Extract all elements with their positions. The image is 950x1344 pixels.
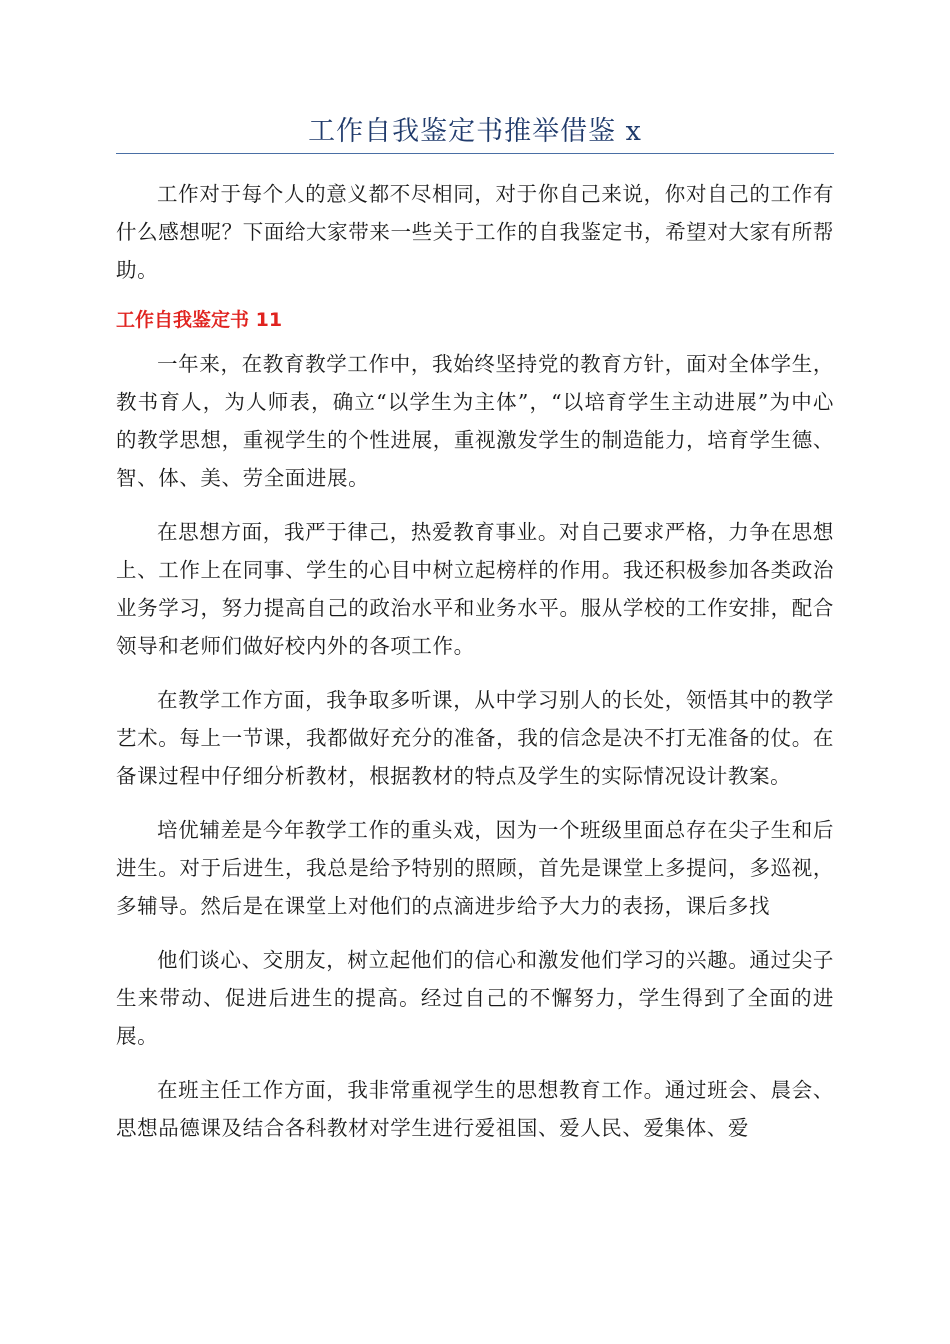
document-body <box>116 175 834 1163</box>
document-title: 工作自我鉴定书推举借鉴 x <box>308 116 642 147</box>
body-paragraph-5: 他们谈心、交朋友，树立起他们的信心和激发他们学习的兴趣。通过尖子生来带动、促进后进生的提高。经过自己的不懈努力，学生得到了全面的进展。 <box>116 948 834 1048</box>
body-paragraph-6: 在班主任工作方面，我非常重视学生的思想教育工作。通过班会、晨会、思想品德课及结合各科教材对学生进行爱祖国、爱人民、爱集体、爱 <box>116 1078 834 1140</box>
body-paragraph-3: 在教学工作方面，我争取多听课，从中学习别人的长处，领悟其中的教学艺术。每上一节课，我都做好充分的准备，我的信念是决不打无准备的仗。在备课过程中仔细分析教材，根据教材的特点及学生的实际情况设计教案。 <box>116 688 834 788</box>
body-paragraph-4: 培优辅差是今年教学工作的重头戏，因为一个班级里面总存在尖子生和后进生。对于后进生，我总是给予特别的照顾，首先是课堂上多提问，多巡视，多辅导。然后是在课堂上对他们的点滴进步给予大力的表扬，课后多找 <box>116 818 834 918</box>
body-paragraph-1: 一年来，在教育教学工作中，我始终坚持党的教育方针，面对全体学生，教书育人，为人师表，确立“以学生为主体”，“以培育学生主动进展”为中心的教学思想，重视学生的个性进展，重视激发学生的制造能力，培育学生德、智、体、美、劳全面进展。 <box>116 352 834 490</box>
body-paragraph-2: 在思想方面，我严于律己，热爱教育事业。对自己要求严格，力争在思想上、工作上在同事、学生的心目中树立起榜样的作用。我还积极参加各类政治业务学习，努力提高自己的政治水平和业务水平。服从学校的工作安排，配合领导和老师们做好校内外的各项工作。 <box>116 520 834 658</box>
section-heading: 工作自我鉴定书 11 <box>116 309 283 331</box>
intro-paragraph: 工作对于每个人的意义都不尽相同，对于你自己来说，你对自己的工作有什么感想呢？下面给大家带来一些关于工作的自我鉴定书，希望对大家有所帮助。 <box>116 182 834 282</box>
title-divider <box>116 153 834 154</box>
